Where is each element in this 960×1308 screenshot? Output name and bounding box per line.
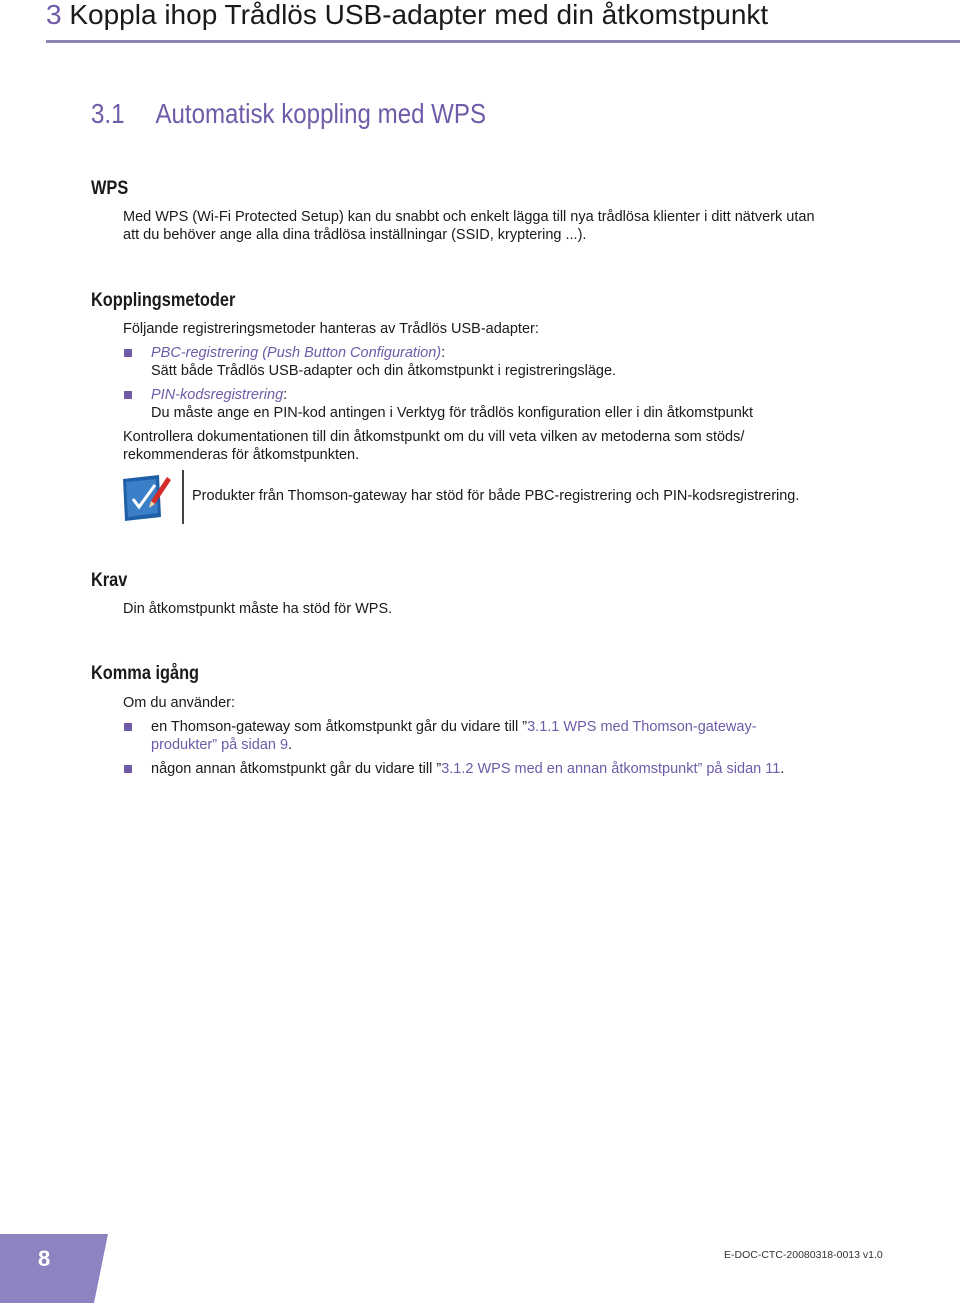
methods-after-line-1: Kontrollera dokumentationen till din åtkomstpunkt om du vill veta vilken av metoderna som stöds/ xyxy=(123,429,745,445)
link-section-3-1-1-cont[interactable]: produkter xyxy=(151,737,213,753)
getting-started-item-2: någon annan åtkomstpunkt går du vidare till ”3.1.2 WPS med en annan åtkomstpunkt” på sidan 11. xyxy=(151,761,785,777)
method-pin-term: PIN-kodsregistrering: xyxy=(151,387,288,403)
link-page-11[interactable]: 11 xyxy=(765,761,781,777)
wps-text-line-2: att du behöver ange alla dina trådlösa inställningar (SSID, kryptering ...). xyxy=(123,227,587,243)
note-text: Produkter från Thomson-gateway har stöd för både PBC-registrering och PIN-kodsregistrering. xyxy=(192,488,800,504)
wps-text-line-1: Med WPS (Wi-Fi Protected Setup) kan du snabbt och enkelt lägga till nya trådlösa klienter i ditt nätverk utan xyxy=(123,209,815,225)
chapter-title-text: Koppla ihop Trådlös USB-adapter med din åtkomstpunkt xyxy=(69,0,769,30)
section-number: 3.1 xyxy=(91,98,125,129)
note-pencil-icon xyxy=(121,473,173,523)
note-divider xyxy=(182,470,184,524)
bullet-icon xyxy=(124,349,132,357)
methods-after-line-2: rekommenderas för åtkomstpunkten. xyxy=(123,447,360,463)
section-title-text: Automatisk koppling med WPS xyxy=(155,98,487,129)
chapter-number: 3 xyxy=(46,0,62,30)
getting-started-item-1-line-2: produkter” på sidan 9. xyxy=(151,737,293,753)
chapter-divider xyxy=(46,40,960,43)
getting-started-heading: Komma igång xyxy=(91,663,200,684)
requirements-heading: Krav xyxy=(91,570,128,591)
link-section-3-1-1[interactable]: 3.1.1 WPS med Thomson-gateway- xyxy=(527,719,757,735)
wps-heading: WPS xyxy=(91,178,129,199)
method-pin-desc: Du måste ange en PIN-kod antingen i Verktyg för trådlös konfiguration eller i din åtkomstpunkt xyxy=(151,405,754,421)
methods-heading: Kopplingsmetoder xyxy=(91,290,236,311)
method-pbc-desc: Sätt både Trådlös USB-adapter och din åtkomstpunkt i registreringsläge. xyxy=(151,363,617,379)
bullet-icon xyxy=(124,723,132,731)
chapter-title xyxy=(46,0,768,30)
bullet-icon xyxy=(124,391,132,399)
section-title xyxy=(91,97,486,131)
link-section-3-1-2[interactable]: 3.1.2 WPS med en annan åtkomstpunkt xyxy=(441,761,698,777)
document-reference: E-DOC-CTC-20080318-0013 v1.0 xyxy=(724,1249,883,1261)
method-pbc-term: PBC-registrering (Push Button Configuration): xyxy=(151,345,446,361)
getting-started-item-1-line-1: en Thomson-gateway som åtkomstpunkt går du vidare till ”3.1.1 WPS med Thomson-gateway- xyxy=(151,719,757,735)
requirements-text: Din åtkomstpunkt måste ha stöd för WPS. xyxy=(123,601,393,617)
method-pbc-name: PBC-registrering (Push Button Configuration) xyxy=(151,345,442,361)
method-pin-name: PIN-kodsregistrering xyxy=(151,387,284,403)
getting-started-intro: Om du använder: xyxy=(123,695,236,711)
bullet-icon xyxy=(124,765,132,773)
methods-intro: Följande registreringsmetoder hanteras av Trådlös USB-adapter: xyxy=(123,321,539,337)
page-number: 8 xyxy=(38,1246,51,1271)
link-page-9[interactable]: 9 xyxy=(279,737,289,753)
page-number-tab xyxy=(0,1234,110,1303)
